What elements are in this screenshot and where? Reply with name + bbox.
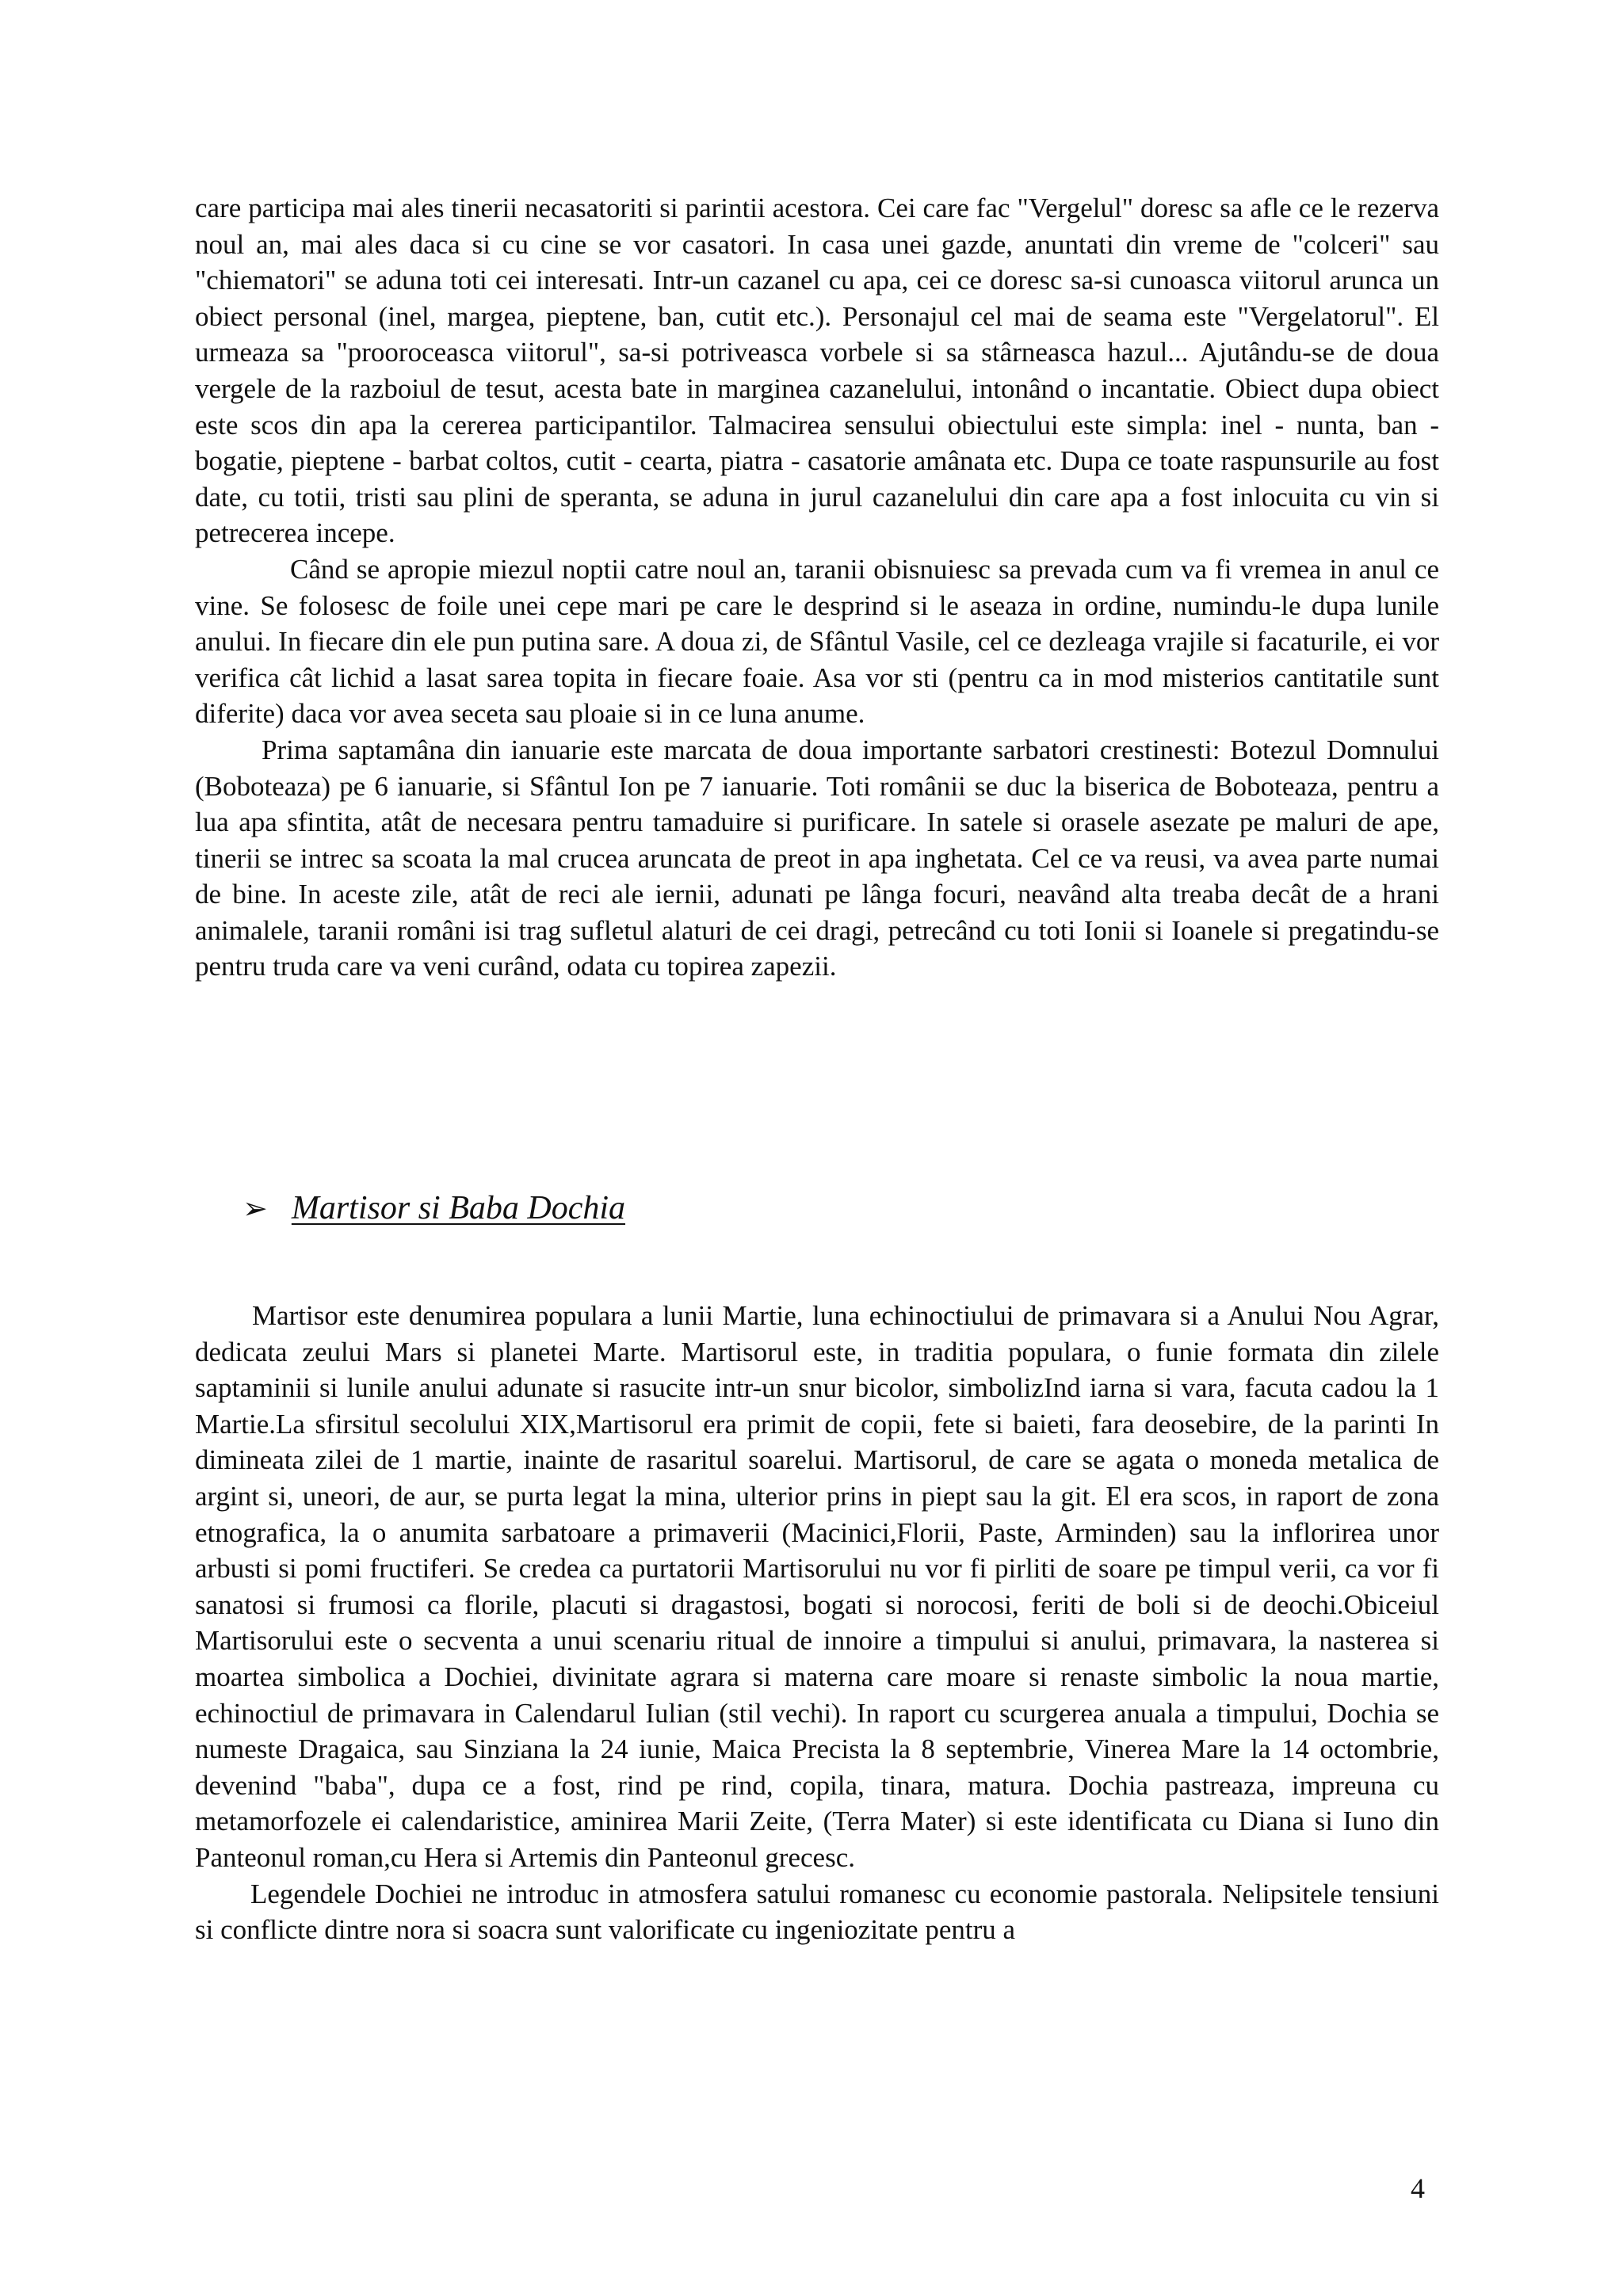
- arrow-bullet-icon: ➢: [242, 1191, 268, 1226]
- body-text-section-1: [195, 190, 1439, 985]
- section-title: Martisor si Baba Dochia: [291, 1190, 626, 1226]
- paragraph-dochia-legends: Legendele Dochiei ne introduc in atmosfera satului romanesc cu economie pastorala. Nelipsitele tensiuni si conflicte dintre nora si soacra sunt valorificate cu ingeniozitate pentru a: [195, 1878, 1439, 1946]
- page-number: 4: [1411, 2172, 1425, 2204]
- body-text-section-2: [195, 1298, 1439, 1948]
- paragraph-boboteaza: Prima saptamâna din ianuarie este marcata de doua importante sarbatori crestinesti: Botezul Domnului (Boboteaza) pe 6 ianuarie, si Sfântul Ion pe 7 ianuarie. Toti românii se duc la biserica de Boboteaza, pentru a lua apa sfintita, atât de necesara pentru tamaduire si purificare. In satele si orasele asezate pe maluri de ape, tinerii se intrec sa scoata la mal crucea aruncata de preot in apa inghetata. Cel ce va reusi, va avea parte numai de bine. In aceste zile, atât de reci ale iernii, adunati pe lânga focuri, neavând alta treaba decât de a hrani animalele, taranii români isi trag sufletul alaturi de cei dragi, petrecând cu toti Ionii si Ioanele si pregatindu-se pentru truda care va veni curând, odata cu topirea zapezii.: [195, 734, 1439, 982]
- section-heading: [242, 1187, 625, 1230]
- paragraph-weather-forecast: Când se apropie miezul noptii catre noul an, taranii obisnuiesc sa prevada cum va fi vremea in anul ce vine. Se folosesc de foile unei cepe mari pe care le desprind si le aseaza in ordine, numindu-le dupa lunile anului. In fiecare din ele pun putina sare. A doua zi, de Sfântul Vasile, cel ce dezleaga vrajile si facaturile, ei vor verifica cât lichid a lasat sarea topita in fiecare foaie. Asa vor sti (pentru ca in mod misterios cantitatile sunt diferite) daca vor avea seceta sau ploaie si in ce luna anume.: [195, 553, 1439, 730]
- paragraph-vergel: care participa mai ales tinerii necasatoriti si parintii acestora. Cei care fac "Vergelul" doresc sa afle ce le rezerva noul an, mai ales daca si cu cine se vor casatori. In casa unei gazde, anuntati din vreme de "colceri" sau "chiematori" se aduna toti cei interesati. Intr-un cazanel cu apa, cei ce doresc sa-si cunoasca viitorul arunca un obiect personal (inel, margea, pieptene, ban, cutit etc.). Personajul cel mai de seama este "Vergelatorul". El urmeaza sa "prooroceasca viitorul", sa-si potriveasca vorbele si sa stârneasca hazul... Ajutându-se de doua vergele de la razboiul de tesut, acesta bate in marginea cazanelului, intonând o incantatie. Obiect dupa obiect este scos din apa la cererea participantilor. Talmacirea sensului obiectului este simpla: inel - nunta, ban - bogatie, pieptene - barbat coltos, cutit - cearta, piatra - casatorie amânata etc. Dupa ce toate raspunsurile au fost date, cu totii, tristi sau plini de speranta, se aduna in jurul cazanelului din care apa a fost inlocuita cu vin si petrecerea incepe.: [195, 193, 1439, 549]
- paragraph-martisor: Martisor este denumirea populara a lunii Martie, luna echinoctiului de primavara si a Anului Nou Agrar, dedicata zeului Mars si planetei Marte. Martisorul este, in traditia populara, o funie formata din zilele saptaminii si lunile anului adunate si rasucite intr-un snur bicolor, simbolizInd iarna si vara, facuta cadou la 1 Martie.La sfirsitul secolului XIX,Martisorul era primit de copii, fete si baieti, fara deosebire, de la parinti In dimineata zilei de 1 martie, inainte de rasaritul soarelui. Martisorul, de care se agata o moneda metalica de argint si, uneori, de aur, se purta legat la mina, ulterior prins in piept sau la git. El era scos, in raport de zona etnografica, la o anumita sarbatoare a primaverii (Macinici,Florii, Paste, Arminden) sau la inflorirea unor arbusti si pomi fructiferi. Se credea ca purtatorii Martisorului nu vor fi pirliti de soare pe timpul verii, ca vor fi sanatosi si frumosi ca florile, placuti si dragastosi, bogati si norocosi, feriti de boli si de deochi.Obiceiul Martisorului este o secventa a unui scenariu ritual de innoire a timpului si anului, primavara, la nasterea si moartea simbolica a Dochiei, divinitate agrara si materna care moare si renaste simbolic la noua martie, echinoctiul de primavara in Calendarul Iulian (stil vechi). In raport cu scurgerea anuala a timpului, Dochia se numeste Dragaica, sau Sinziana la 24 iunie, Maica Precista la 8 septembrie, Vinerea Mare la 14 octombrie, devenind "baba", dupa ce a fost, rind pe rind, copila, tinara, matura. Dochia pastreaza, impreuna cu metamorfozele ei calendaristice, aminirea Marii Zeite, (Terra Mater) si este identificata cu Diana si Iuno din Panteonul roman,cu Hera si Artemis din Panteonul grecesc.: [195, 1300, 1439, 1873]
